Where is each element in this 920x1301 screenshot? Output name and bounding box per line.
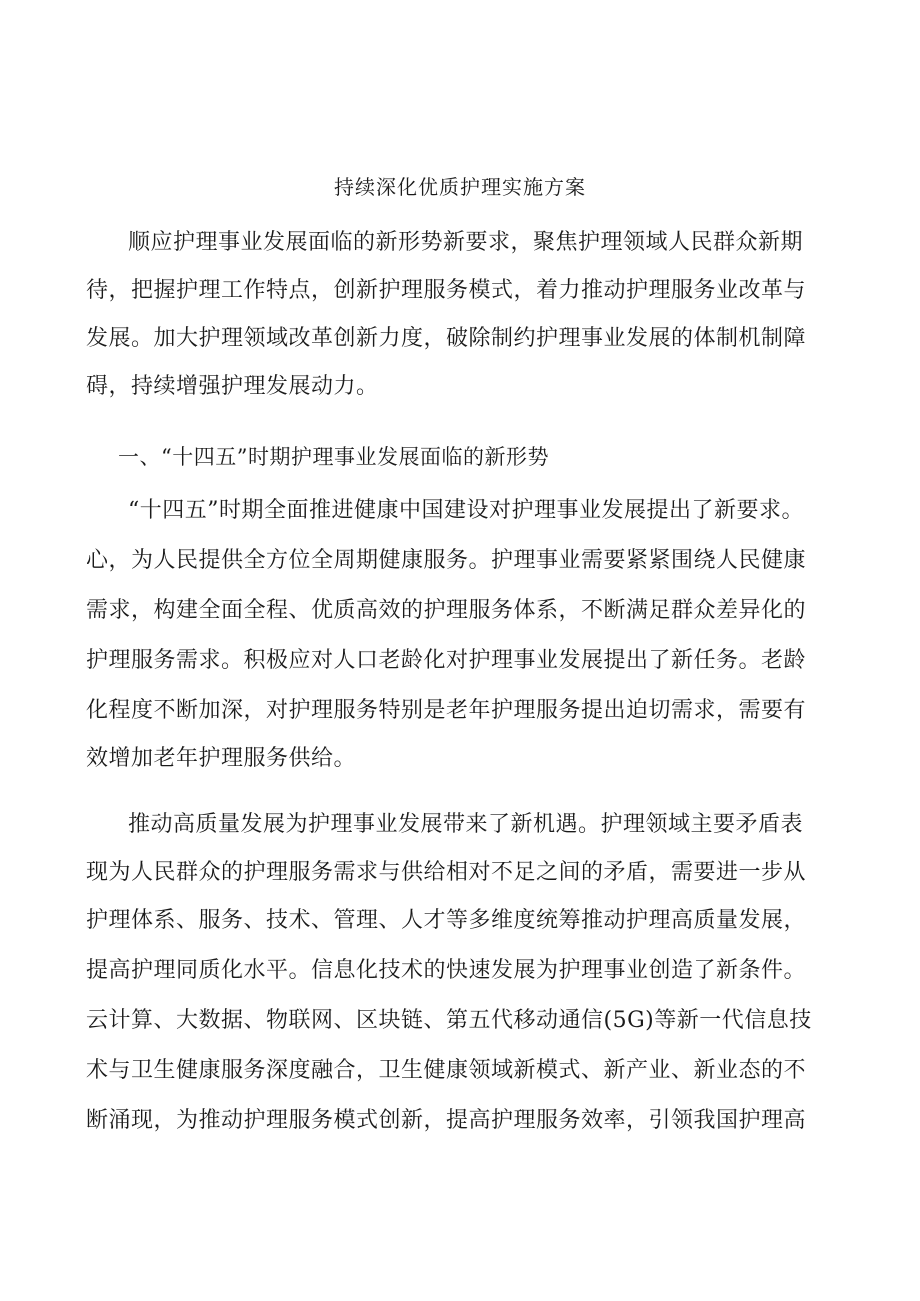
section-1-para-1-line-5: 化程度不断加深，对护理服务特别是老年护理服务提出迫切需求，需要有: [86, 698, 807, 723]
section-1-para-2-line-7: 断涌现，为推动护理服务模式创新，提高护理服务效率，引领我国护理高: [86, 1108, 807, 1133]
section-1-para-1-line-4: 护理服务需求。积极应对人口老龄化对护理事业发展提出了新任务。老龄: [86, 648, 807, 673]
section-1-para-2-line-5: 云计算、大数据、物联网、区块链、第五代移动通信(5G)等新一代信息技: [86, 1008, 812, 1033]
intro-line-1: 顺应护理事业发展面临的新形势新要求，聚焦护理领域人民群众新期: [128, 230, 804, 255]
section-1-para-2-line-2: 现为人民群众的护理服务需求与供给相对不足之间的矛盾，需要进一步从: [86, 860, 807, 885]
intro-line-4: 碍，持续增强护理发展动力。: [86, 374, 379, 399]
intro-line-2: 待，把握护理工作特点，创新护理服务模式，着力推动护理服务业改革与: [86, 278, 807, 303]
section-1-para-1-line-3: 需求，构建全面全程、优质高效的护理服务体系，不断满足群众差异化的: [86, 598, 807, 623]
section-1-para-1-line-1: “十四五”时期全面推进健康中国建设对护理事业发展提出了新要求。: [128, 498, 804, 523]
section-1-para-2-line-1: 推动高质量发展为护理事业发展带来了新机遇。护理领域主要矛盾表: [128, 812, 804, 837]
section-1-para-1-line-2: 心，为人民提供全方位全周期健康服务。护理事业需要紧紧围绕人民健康: [86, 548, 807, 573]
section-1-para-2-line-3: 护理体系、服务、技术、管理、人才等多维度统筹推动护理高质量发展，: [86, 908, 807, 933]
document-title: 持续深化优质护理实施方案: [334, 175, 586, 199]
section-1-para-2-line-4: 提高护理同质化水平。信息化技术的快速发展为护理事业创造了新条件。: [86, 958, 807, 983]
section-1-heading: 一、“十四五”时期护理事业发展面临的新形势: [118, 445, 549, 469]
section-1-para-1-line-6: 效增加老年护理服务供给。: [86, 746, 357, 771]
intro-line-3: 发展。加大护理领域改革创新力度，破除制约护理事业发展的体制机制障: [86, 326, 807, 351]
section-1-para-2-line-6: 术与卫生健康服务深度融合，卫生健康领域新模式、新产业、新业态的不: [86, 1058, 807, 1083]
